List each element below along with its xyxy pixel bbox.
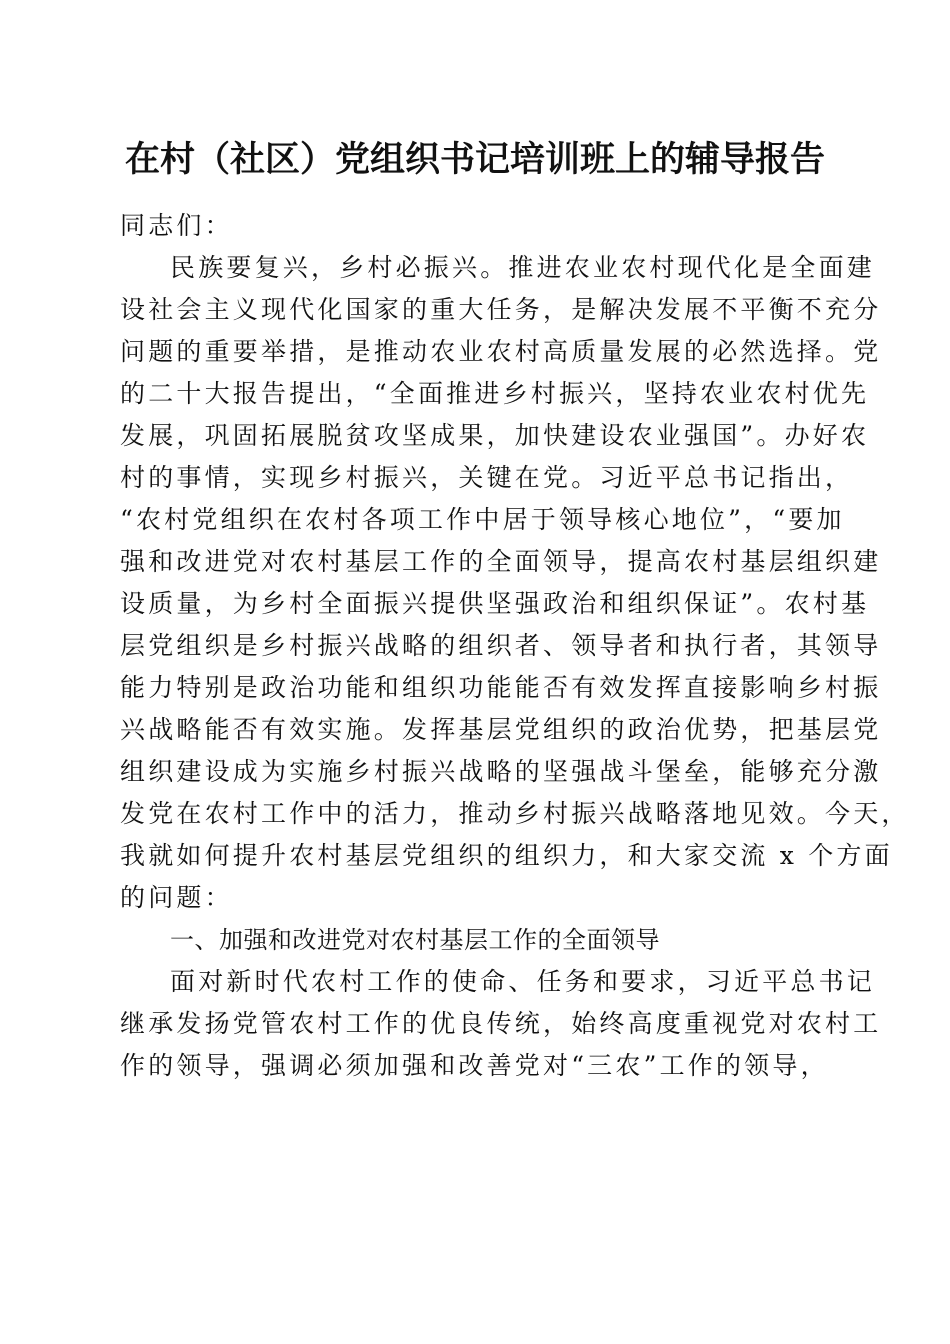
paragraph-line: 我就如何提升农村基层党组织的组织力，和大家交流 x 个方面 [120,841,893,870]
paragraph-section1 [120,961,882,1087]
paragraph-line: 村的事情，实现乡村振兴，关键在党。习近平总书记指出， [120,463,854,492]
salutation: 同志们： [120,211,233,240]
paragraph-line: 作的领导，强调必须加强和改善党对“三农”工作的领导， [120,1051,829,1080]
paragraph-line: 强和改进党对农村基层工作的全面领导，提高农村基层组织建 [120,547,882,576]
paragraph-line: 面对新时代农村工作的使命、任务和要求，习近平总书记 [170,967,876,996]
paragraph-line: 民族要复兴，乡村必振兴。推进农业农村现代化是全面建 [170,253,876,282]
paragraph-line: 组织建设成为实施乡村振兴战略的坚强战斗堡垒，能够充分激 [120,757,882,786]
document-body [120,205,910,1087]
paragraph-line: 设质量，为乡村全面振兴提供坚强政治和组织保证”。农村基 [120,589,870,618]
document-title: 在村（社区）党组织书记培训班上的辅导报告 [124,139,825,180]
paragraph-intro [120,247,910,919]
paragraph-line: 的二十大报告提出，“全面推进乡村振兴，坚持农业农村优先 [120,379,870,408]
paragraph-line: 层党组织是乡村振兴战略的组织者、领导者和执行者，其领导 [120,631,882,660]
paragraph-line: 能力特别是政治功能和组织功能能否有效发挥直接影响乡村振 [120,673,882,702]
paragraph-line: 设社会主义现代化国家的重大任务，是解决发展不平衡不充分 [120,295,882,324]
paragraph-line: 问题的重要举措，是推动农业农村高质量发展的必然选择。党 [120,337,882,366]
paragraph-line: “农村党组织在农村各项工作中居于领导核心地位”，“要加 [120,505,845,534]
paragraph-line: 兴战略能否有效实施。发挥基层党组织的政治优势，把基层党 [120,715,882,744]
paragraph-line: 发展，巩固拓展脱贫攻坚成果，加快建设农业强国”。办好农 [120,421,870,450]
paragraph-line: 继承发扬党管农村工作的优良传统，始终高度重视党对农村工 [120,1009,882,1038]
section-heading: 一、加强和改进党对农村基层工作的全面领导 [170,926,660,954]
paragraph-line: 的问题： [120,883,233,912]
paragraph-line: 发党在农村工作中的活力，推动乡村振兴战略落地见效。今天， [120,799,910,828]
